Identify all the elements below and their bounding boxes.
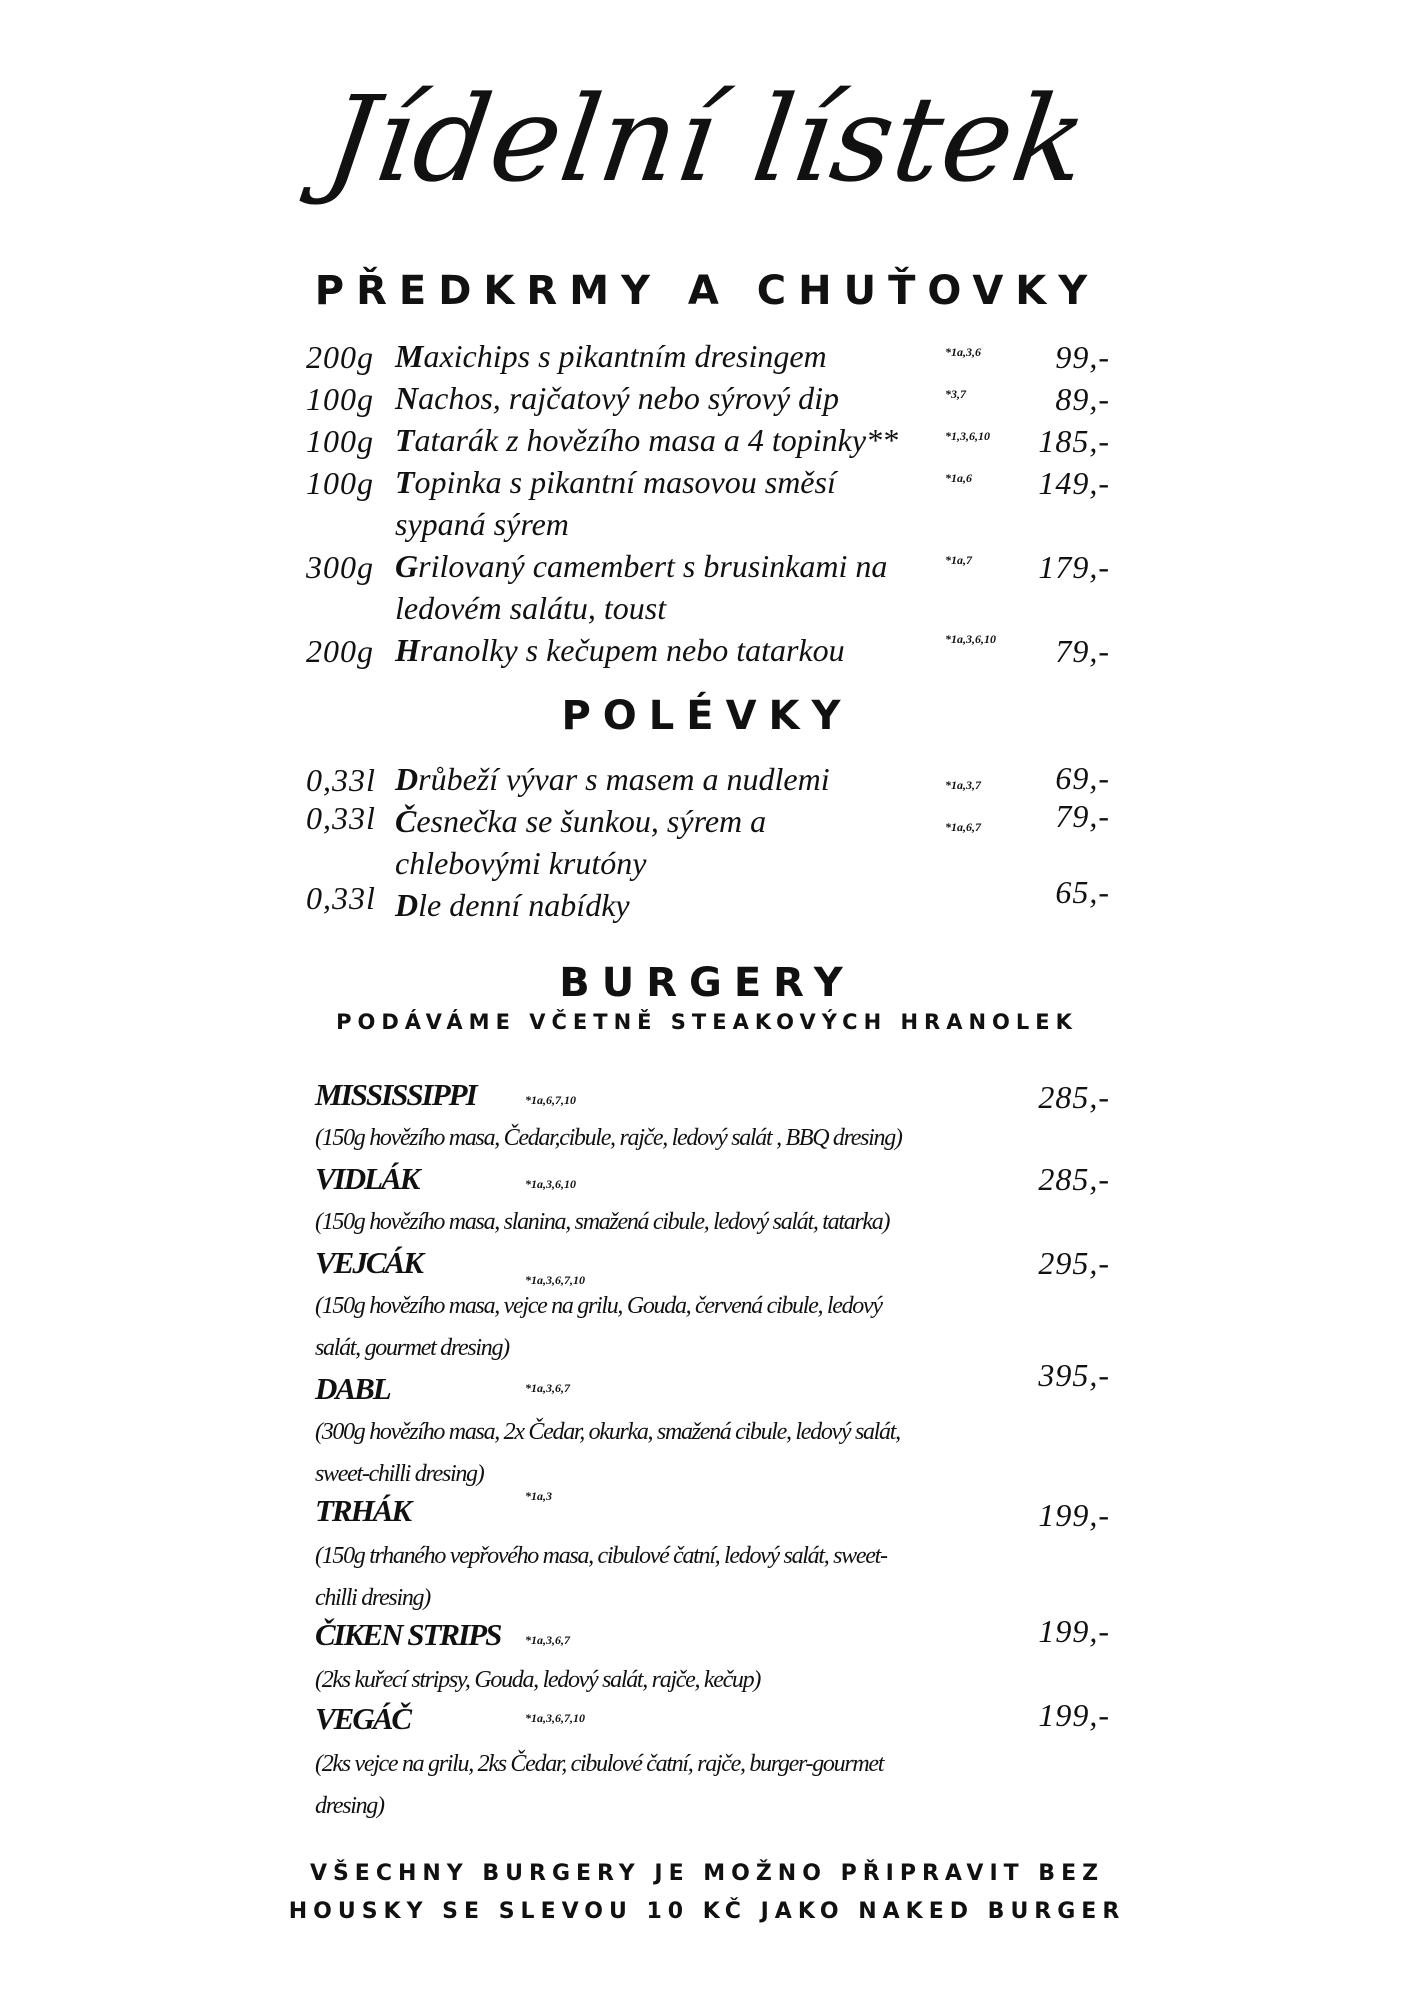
item-name [395,335,915,377]
item-quantity: 300g [306,549,374,585]
item-allergens: *1a,3,6,10 [945,632,996,646]
burger-description: (150g hovězího masa, slanina, smažená cibule, ledový salát, tatarka) [315,1209,890,1235]
burger-allergens: *1a,3 [525,1489,552,1503]
burger-allergens: *1a,3,6,7,10 [525,1273,585,1287]
item-name-rest: achos, rajčatový nebo sýrový dip [418,380,840,416]
item-price: 69,- [1055,760,1110,796]
menu-title: Jídelní lístek [318,70,1096,208]
burger-description: (2ks vejce na grilu, 2ks Čedar, cibulové čatní, rajče, burger-gourmet dresing) [315,1751,884,1819]
burger-name: VEJCÁK [315,1245,422,1280]
item-quantity: 100g [306,381,374,417]
burger-allergens: *1a,3,6,7,10 [525,1711,585,1725]
burger-price: 295,- [1038,1245,1110,1281]
item-initial: Č [395,803,417,839]
burger-name: VEGÁČ [315,1701,411,1736]
item-initial: T [395,464,415,500]
item-allergens: *1,3,6,10 [945,429,990,443]
item-quantity: 100g [306,423,374,459]
burger-allergens: *1a,3,6,7 [525,1381,570,1395]
burger-price: 285,- [1038,1079,1110,1115]
item-name-rest: le denní nabídky [418,887,630,923]
burger-name: DABL [315,1371,390,1406]
item-name [395,461,895,545]
item-price: 89,- [1055,381,1110,417]
burger-name: ČIKEN STRIPS [315,1617,501,1652]
item-price: 65,- [1055,874,1110,910]
burger-price: 285,- [1038,1161,1110,1197]
item-name [395,419,915,461]
soups-heading: POLÉVKY [561,693,853,739]
item-price: 99,- [1055,339,1110,375]
item-initial: D [395,887,419,923]
item-initial: H [395,632,420,668]
footer-line: HOUSKY SE SLEVOU 10 KČ JAKO NAKED BURGER [288,1899,1126,1924]
burger-price: 395,- [1038,1357,1110,1393]
item-initial: M [395,338,424,374]
item-initial: G [395,548,419,584]
item-initial: T [395,422,415,458]
burger-description: (150g trhaného vepřového masa, cibulové čatní, ledový salát, sweet-chilli dresing) [315,1543,887,1611]
burgers-heading: BURGERY [559,960,855,1006]
item-name [395,377,915,419]
item-allergens: *1a,3,7 [945,778,981,792]
item-name [395,758,915,800]
item-quantity: 100g [306,465,374,501]
item-price: 185,- [1038,423,1110,459]
burger-description: (2ks kuřecí stripsy, Gouda, ledový salát, rajče, kečup) [315,1667,761,1693]
item-name-rest: růbeží vývar s masem a nudlemi [418,761,830,797]
burger-allergens: *1a,3,6,7 [525,1633,570,1647]
item-quantity: 200g [306,633,374,669]
burger-description: (300g hovězího masa, 2x Čedar, okurka, smažená cibule, ledový salát, sweet-chilli dresing) [315,1419,900,1487]
burger-allergens: *1a,3,6,10 [525,1177,576,1191]
item-name [395,629,915,671]
item-initial: D [395,761,419,797]
burger-name: VIDLÁK [315,1161,419,1196]
item-name [395,800,915,884]
burger-allergens: *1a,6,7,10 [525,1093,576,1107]
burger-price: 199,- [1038,1613,1110,1649]
item-initial: N [395,380,419,416]
item-price: 149,- [1038,465,1110,501]
item-price: 79,- [1055,633,1110,669]
item-name [395,545,915,629]
burger-name: MISSISSIPPI [315,1077,476,1112]
footer-line: VŠECHNY BURGERY JE MOŽNO PŘIPRAVIT BEZ [309,1861,1105,1886]
item-name-rest: rilovaný camembert s brusinkami na ledovém salátu, toust [395,548,888,626]
item-name-rest: ranolky s kečupem nebo tatarkou [419,632,845,668]
item-name-rest: opinka s pikantní masovou směsí sypaná sýrem [395,464,836,542]
item-allergens: *1a,3,6 [945,345,981,359]
item-name-rest: esnečka se šunkou, sýrem a chlebovými krutóny [395,803,767,881]
burger-description: (150g hovězího masa, vejce na grilu, Gouda, červená cibule, ledový salát, gourmet dresing) [315,1293,882,1361]
item-quantity: 200g [306,339,374,375]
burger-price: 199,- [1038,1497,1110,1533]
item-allergens: *3,7 [945,387,966,401]
item-price: 79,- [1055,798,1110,834]
burger-price: 199,- [1038,1697,1110,1733]
item-name-rest: atarák z hovězího masa a 4 topinky** [414,422,899,458]
burger-name: TRHÁK [315,1493,411,1528]
burger-description: (150g hovězího masa, Čedar,cibule, rajče, ledový salát , BBQ dresing) [315,1125,902,1151]
item-allergens: *1a,6,7 [945,820,981,834]
item-allergens: *1a,6 [945,471,972,485]
starters-heading: PŘEDKRMY A CHUŤOVKY [314,268,1100,314]
item-quantity: 0,33l [306,800,376,836]
item-quantity: 0,33l [306,880,376,916]
footer-note [0,1855,1414,1931]
burgers-subheading: PODÁVÁME VČETNĚ STEAKOVÝCH HRANOLEK [336,1010,1078,1034]
item-allergens: *1a,7 [945,553,972,567]
item-quantity: 0,33l [306,762,376,798]
item-name [395,884,915,926]
item-price: 179,- [1038,549,1110,585]
item-name-rest: axichips s pikantním dresingem [423,338,827,374]
